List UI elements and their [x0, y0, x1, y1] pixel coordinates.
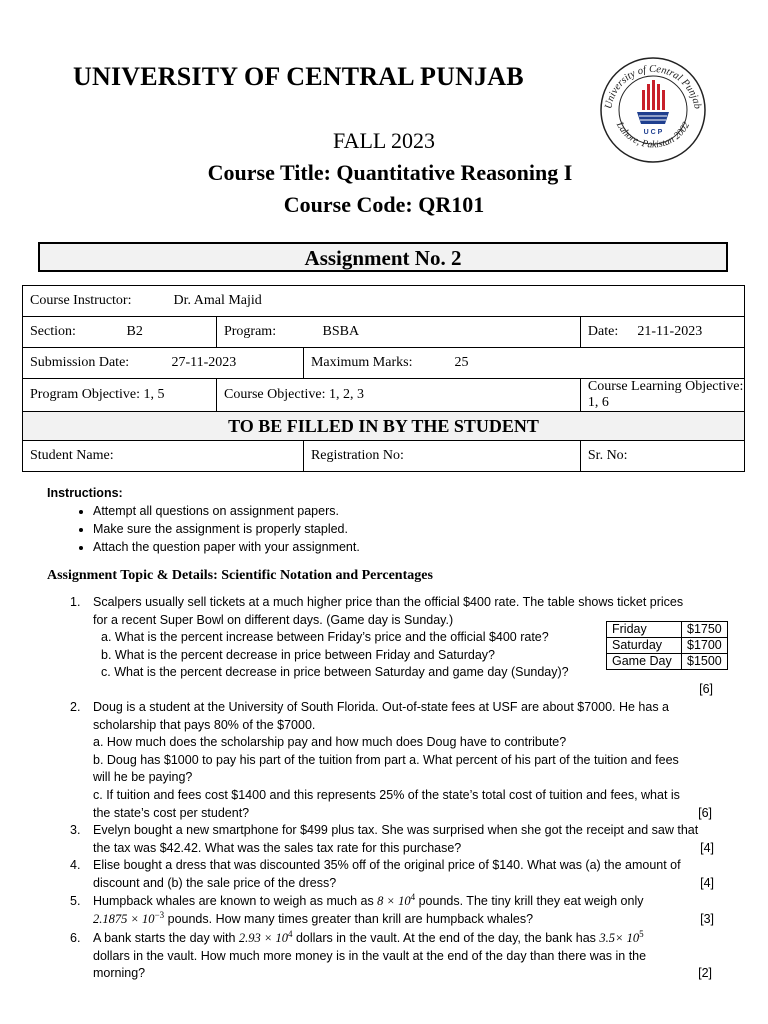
date-value: 21-11-2023 [637, 324, 703, 339]
instructions-list [47, 502, 360, 556]
price-row [607, 654, 728, 670]
math-span: 3.5× 10 [599, 931, 640, 945]
question-part-a: a. What is the percent increase between Friday’s price and the official $400 rate? [101, 630, 549, 645]
max-marks-value: 25 [454, 355, 469, 370]
svg-text:University of Central Punjab: University of Central Punjab [603, 63, 703, 110]
text-span: pounds. The tiny krill they eat weigh only [415, 894, 644, 908]
student-header-row [23, 412, 745, 441]
text-span: Humpback whales are known to weigh as much as [93, 894, 378, 908]
student-row [23, 441, 745, 472]
question-3-marks: [4] [700, 840, 714, 855]
date-cell [580, 317, 744, 348]
question-5-marks: [3] [700, 911, 714, 926]
section-value: B2 [126, 324, 143, 339]
submission-cell [23, 348, 304, 379]
question-part-b: will he be paying? [93, 770, 193, 785]
ticket-price-table [606, 621, 728, 670]
question-2 [70, 699, 730, 822]
math-span: 2.1875 × 10 [93, 911, 155, 926]
section-label: Section: [30, 324, 76, 339]
assignment-title-box: Assignment No. 2 [38, 242, 728, 272]
price-day: Friday [607, 622, 682, 638]
price-day: Saturday [607, 638, 682, 654]
student-name-cell[interactable]: Student Name: [23, 441, 304, 472]
svg-text:Lahore, Pakistan 2002: Lahore, Pakistan 2002 [613, 120, 693, 151]
exponent: 4 [287, 928, 293, 939]
course-code: Course Code: QR101 [283, 192, 485, 217]
question-text-line [93, 893, 730, 911]
max-marks-label: Maximum Marks: [310, 355, 413, 370]
question-part-c: the state’s cost per student? [93, 805, 250, 820]
question-text-line: scholarship that pays 80% of the $7000. [93, 717, 316, 732]
instructions-block [47, 486, 360, 556]
question-part-c: c. If tuition and fees cost $1400 and this represents 25% of the state’s total cost of tuition and fees, what is [93, 787, 680, 802]
instruction-item: • Attempt all questions on assignment papers. [93, 502, 360, 520]
svg-text:U C P: U C P [643, 129, 663, 136]
question-text-line: Elise bought a dress that was discounted 35% off of the original price of $140. What was (a) the amount of [93, 858, 681, 872]
instructor-label: Course Instructor: [30, 293, 132, 308]
question-number: 4. [70, 858, 81, 872]
question-part-c: c. What is the percent decrease in price between Saturday and game day (Sunday)? [101, 665, 569, 680]
submission-label: Submission Date: [30, 355, 130, 370]
question-text-line: the tax was $42.42. What was the sales tax rate for this purchase? [93, 840, 462, 855]
question-text-line: Doug is a student at the University of South Florida. Out-of-state fees at USF are about $7000. He has a [93, 700, 670, 714]
question-part-a: a. How much does the scholarship pay and how much does Doug have to contribute? [93, 735, 567, 750]
instructor-value: Dr. Amal Majid [173, 293, 262, 308]
assignment-topic: Assignment Topic & Details: Scientific Notation and Percentages [47, 568, 433, 583]
exponent: 5 [639, 928, 644, 939]
question-5 [70, 893, 730, 928]
registration-cell[interactable]: Registration No: [303, 441, 580, 472]
question-text-line [93, 911, 730, 929]
question-4 [70, 857, 730, 892]
question-number: 5. [70, 894, 81, 908]
exponent: −3 [154, 909, 165, 920]
text-span: A bank starts the day with [93, 931, 239, 945]
price-value: $1700 [682, 638, 728, 654]
date-label: Date: [587, 324, 619, 339]
question-number: 3. [70, 823, 81, 837]
section-row [23, 317, 745, 348]
question-4-marks: [4] [700, 875, 714, 890]
max-marks-cell [303, 348, 744, 379]
question-part-b: b. What is the percent decrease in price between Friday and Saturday? [101, 647, 495, 662]
math-span: 8 × 10 [377, 894, 411, 908]
question-text-line: Evelyn bought a new smartphone for $499 plus tax. She was surprised when she got the receipt and saw that [93, 823, 699, 837]
program-cell [216, 317, 580, 348]
question-text-line: discount and (b) the sale price of the dress? [93, 875, 337, 890]
question-number: 6. [70, 931, 81, 945]
objectives-row [23, 379, 745, 412]
instruction-item: • Make sure the assignment is properly stapled. [93, 520, 360, 538]
instruction-item: • Attach the question paper with your assignment. [93, 538, 360, 556]
text-span: dollars in the vault. At the end of the day, the bank has [292, 931, 600, 945]
question-text-line: for a recent Super Bowl on different days. (Game day is Sunday.) [93, 612, 454, 627]
sr-no-cell[interactable]: Sr. No: [580, 441, 744, 472]
course-title: Course Title: Quantitative Reasoning I [207, 160, 573, 185]
student-header-cell: TO BE FILLED IN BY THE STUDENT [23, 412, 745, 441]
course-info-table [22, 285, 745, 472]
math-span: 2.93 × 10 [238, 931, 288, 945]
question-3 [70, 822, 730, 857]
clo-cell: Course Learning Objective: 1, 6 [580, 379, 744, 412]
price-row [607, 622, 728, 638]
text-span: pounds. How many times greater than krill are humpback whales? [164, 911, 534, 926]
question-part-b: b. Doug has $1000 to pay his part of the tuition from part a. What percent of his part of the tuition and fees [93, 752, 679, 767]
question-text-line: morning? [93, 966, 146, 981]
question-number: 1. [70, 595, 81, 609]
program-value: BSBA [322, 324, 360, 339]
question-2-marks: [6] [698, 805, 712, 820]
section-cell [23, 317, 217, 348]
question-6-marks: [2] [698, 966, 712, 981]
question-6 [70, 930, 730, 983]
instructions-heading: Instructions: [47, 486, 123, 500]
program-label: Program: [223, 324, 277, 339]
university-title: UNIVERSITY OF CENTRAL PUNJAB [73, 62, 524, 91]
price-value: $1750 [682, 622, 728, 638]
exponent: 4 [410, 891, 416, 902]
question-text-line: dollars in the vault. How much more money is in the vault at the end of the day than there was in the [93, 948, 647, 963]
course-objective-cell: Course Objective: 1, 2, 3 [216, 379, 580, 412]
question-text-line: Scalpers usually sell tickets at a much higher price than the official $400 rate. The table shows ticket prices [93, 595, 684, 609]
price-day: Game Day [607, 654, 682, 670]
question-1-marks: [6] [699, 682, 713, 696]
submission-row [23, 348, 745, 379]
price-value: $1500 [682, 654, 728, 670]
instructor-cell [23, 286, 745, 317]
question-text-line [93, 930, 730, 948]
program-objective-cell: Program Objective: 1, 5 [23, 379, 217, 412]
price-row [607, 638, 728, 654]
question-number: 2. [70, 700, 81, 714]
term-label: FALL 2023 [332, 128, 436, 153]
instructor-row [23, 286, 745, 317]
submission-value: 27-11-2023 [171, 355, 237, 370]
